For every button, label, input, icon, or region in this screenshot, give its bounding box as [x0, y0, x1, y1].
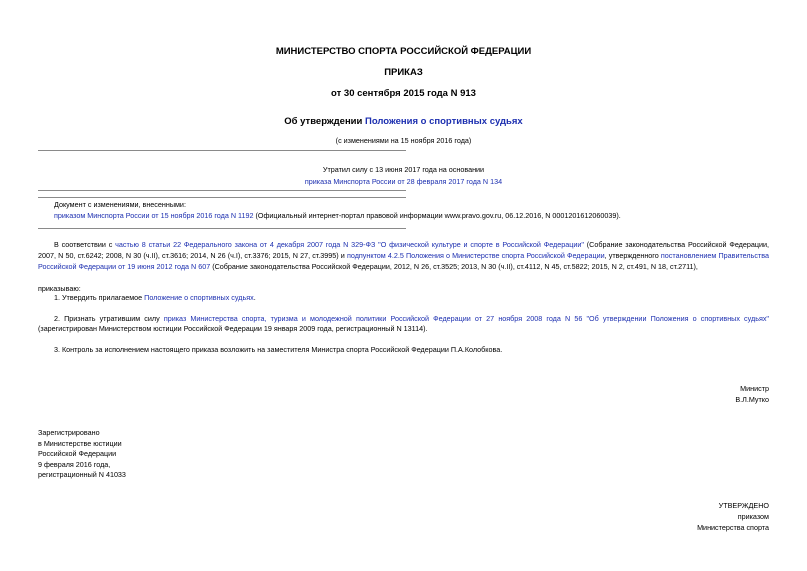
preamble-line-2: [38, 251, 769, 262]
registration-line: Российской Федерации: [38, 449, 117, 458]
order-item-1: [54, 293, 256, 304]
order-item-text: .: [253, 293, 256, 302]
registration-line: 9 февраля 2016 года,: [38, 460, 111, 469]
government-decree-link[interactable]: постановлением Правительства: [660, 251, 769, 260]
government-decree-link-cont[interactable]: Российской Федерации от 19 июня 2012 года N 607: [38, 262, 211, 271]
registration-line: в Министерстве юстиции: [38, 439, 122, 448]
divider: [38, 228, 406, 229]
amendments-heading: Документ с изменениями, внесенными:: [54, 200, 186, 209]
validity-line: Утратил силу с 13 июня 2017 года на основании: [322, 165, 485, 174]
registration-line: регистрационный N 41033: [38, 470, 126, 479]
preamble-text: (Собрание законодательства Российской Федерации, 2012, N 26, ст.3525; 2013, N 30 (ч.II), ст.4112, N 45, ст.5822; 2015, N 2, ст.491, N 18, ст.2711),: [210, 262, 698, 271]
changes-note: (с изменениями на 15 ноября 2016 года): [335, 136, 472, 145]
divider: [38, 190, 406, 191]
repealed-order-link[interactable]: приказ Министерства спорта, туризма и молодежной политики Российской Федерации от 27 ноября 2008 года N 56 "Об утверждении Положения о спортивных судьях": [163, 314, 769, 323]
doc-title: [0, 116, 807, 127]
divider: [38, 197, 406, 198]
order-item-3: 3. Контроль за исполнением настоящего приказа возложить на заместителя Министра спорта Российской Федерации П.А.Колобкова.: [54, 345, 503, 354]
preamble-line-1: [54, 240, 769, 251]
approved-line: приказом: [737, 512, 769, 521]
doc-type: ПРИКАЗ: [384, 67, 423, 78]
preamble-text: В соответствии с: [54, 240, 116, 249]
divider: [38, 150, 406, 151]
preamble-line-3: [38, 262, 698, 273]
order-item-text: 2. Признать утратившим силу: [54, 314, 164, 323]
order-word: приказываю:: [38, 284, 81, 293]
signature-position: Министр: [740, 384, 769, 393]
validity-link[interactable]: приказа Минспорта России от 28 февраля 2017 года N 134: [304, 177, 503, 186]
regulation-link[interactable]: Положение о спортивных судьях: [144, 293, 254, 302]
approved-line: УТВЕРЖДЕНО: [718, 501, 769, 510]
amendment-link[interactable]: приказом Минспорта России от 15 ноября 2016 года N 1192: [54, 211, 254, 220]
approved-line: Министерства спорта: [697, 523, 769, 532]
preamble-text: 2007, N 50, ст.6242; 2008, N 30 (ч.II), ст.3616; 2014, N 26 (ч.I), ст.3376; 2015, N 27, ст.3995) и: [38, 251, 347, 260]
regulation-link[interactable]: подпунктом 4.2.5 Положения о Министерстве спорта Российской Федерации: [346, 251, 605, 260]
amendment-source: (Официальный интернет-портал правовой информации www.pravo.gov.ru, 06.12.2016, N 0001201612060039).: [253, 211, 621, 220]
preamble-text: (Собрание законодательства Российской Федерации,: [583, 240, 769, 249]
doc-title-prefix: Об утверждении: [284, 116, 365, 127]
signature-name: В.Л.Мутко: [735, 395, 769, 404]
law-link[interactable]: частью 8 статьи 22 Федерального закона от 4 декабря 2007 года N 329-ФЗ "О физической культуре и спорте в Российской Федерации": [115, 240, 584, 249]
doc-title-link[interactable]: Положения о спортивных судьях: [365, 116, 523, 127]
preamble-text: , утвержденного: [604, 251, 661, 260]
order-item-2: [54, 314, 769, 325]
amendments-line: [54, 211, 621, 222]
order-item-2-cont: (зарегистрирован Министерством юстиции Российской Федерации 19 января 2009 года, регистрационный N 13114).: [38, 324, 428, 333]
doc-date-number: от 30 сентября 2015 года N 913: [331, 88, 476, 99]
ministry-name: МИНИСТЕРСТВО СПОРТА РОССИЙСКОЙ ФЕДЕРАЦИИ: [275, 46, 532, 57]
order-item-text: 1. Утвердить прилагаемое: [54, 293, 145, 302]
registration-line: Зарегистрировано: [38, 428, 100, 437]
